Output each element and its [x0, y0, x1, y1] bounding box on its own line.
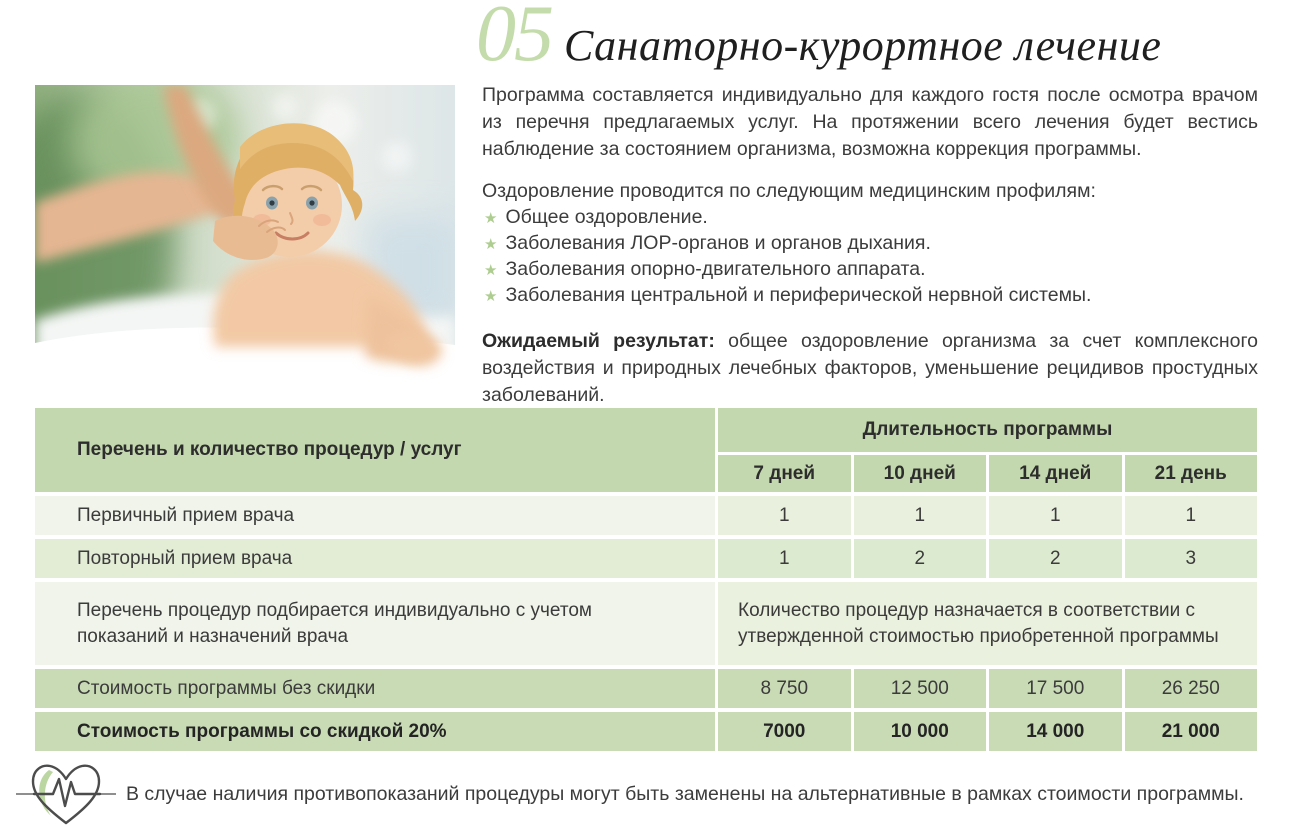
intro-paragraph: Программа составляется индивидуально для каждого гостя после осмотра врачом из перечня предлагаемых услуг. На протяжении всего лечения будет вестись наблюдение за состоянием организма, возможна коррекция программы.	[482, 84, 1258, 160]
table-cell: 2	[989, 539, 1122, 578]
column-header-14-days: 14 дней	[989, 455, 1122, 492]
star-bullet-icon: ★	[484, 236, 498, 253]
expected-result-label: Ожидаемый результат:	[482, 330, 715, 352]
duration-columns	[718, 455, 1257, 492]
profile-label: Общее оздоровление.	[505, 206, 708, 228]
row-label: Первичный прием врача	[35, 496, 715, 535]
table-cell: 8 750	[718, 669, 851, 708]
list-item	[482, 257, 1258, 283]
program-table	[35, 408, 1257, 751]
heart-pulse-icon	[16, 760, 116, 828]
expected-result-paragraph	[482, 328, 1258, 409]
expected-result-text: общее оздоровление организма за счет комплексного воздействия и природных лечебных факторов, уменьшение рецидивов простудных заболеваний.	[482, 330, 1258, 406]
table-cell: 1	[1125, 496, 1258, 535]
table-cell: 2	[854, 539, 987, 578]
intro-text-column	[482, 82, 1258, 409]
table-cell: 7000	[718, 712, 851, 751]
column-header-services: Перечень и количество процедур / услуг	[35, 408, 715, 492]
table-cell: 1	[854, 496, 987, 535]
list-item	[482, 205, 1258, 231]
table-cell: 21 000	[1125, 712, 1258, 751]
table-row-price-discount	[35, 712, 1257, 751]
star-bullet-icon: ★	[484, 288, 498, 305]
column-header-10-days: 10 дней	[854, 455, 987, 492]
row-label: Стоимость программы со скидкой 20%	[35, 712, 715, 751]
list-item	[482, 283, 1258, 309]
column-header-21-days: 21 день	[1125, 455, 1258, 492]
row-label: Повторный прием врача	[35, 539, 715, 578]
table-header	[35, 408, 1257, 492]
footer-note	[16, 760, 1244, 828]
table-cell: 1	[718, 539, 851, 578]
star-bullet-icon: ★	[484, 262, 498, 279]
table-cell: 3	[1125, 539, 1258, 578]
table-row-price	[35, 669, 1257, 708]
page-title: Санаторно-курортное лечение	[564, 21, 1162, 70]
profiles-intro: Оздоровление проводится по следующим медицинским профилям:	[482, 180, 1096, 202]
child-massage-photo	[35, 85, 455, 385]
table-row	[35, 496, 1257, 535]
page-header	[476, 0, 1162, 78]
profile-label: Заболевания ЛОР-органов и органов дыхания.	[505, 232, 931, 254]
table-cell: 12 500	[854, 669, 987, 708]
table-cell: 10 000	[854, 712, 987, 751]
row-label: Перечень процедур подбирается индивидуально с учетом показаний и назначений врача	[35, 582, 715, 665]
section-number: 05	[476, 0, 552, 78]
profile-label: Заболевания центральной и периферической нервной системы.	[505, 284, 1092, 306]
profiles-list	[482, 205, 1258, 309]
footer-note-text: В случае наличия противопоказаний процедуры могут быть заменены на альтернативные в рамках стоимости программы.	[126, 782, 1244, 805]
table-cell: 14 000	[989, 712, 1122, 751]
photo-illustration	[35, 85, 455, 385]
table-cell: 17 500	[989, 669, 1122, 708]
list-item	[482, 231, 1258, 257]
table-cell: 1	[718, 496, 851, 535]
table-cell: 1	[989, 496, 1122, 535]
star-bullet-icon: ★	[484, 210, 498, 227]
table-span-cell: Количество процедур назначается в соответствии с утвержденной стоимостью приобретенной программы	[718, 582, 1257, 665]
table-row-span	[35, 582, 1257, 665]
duration-header-group	[718, 408, 1257, 492]
row-label: Стоимость программы без скидки	[35, 669, 715, 708]
column-header-7-days: 7 дней	[718, 455, 851, 492]
duration-header: Длительность программы	[718, 408, 1257, 452]
profile-label: Заболевания опорно-двигательного аппарата.	[505, 258, 926, 280]
table-row	[35, 539, 1257, 578]
table-cell: 26 250	[1125, 669, 1258, 708]
